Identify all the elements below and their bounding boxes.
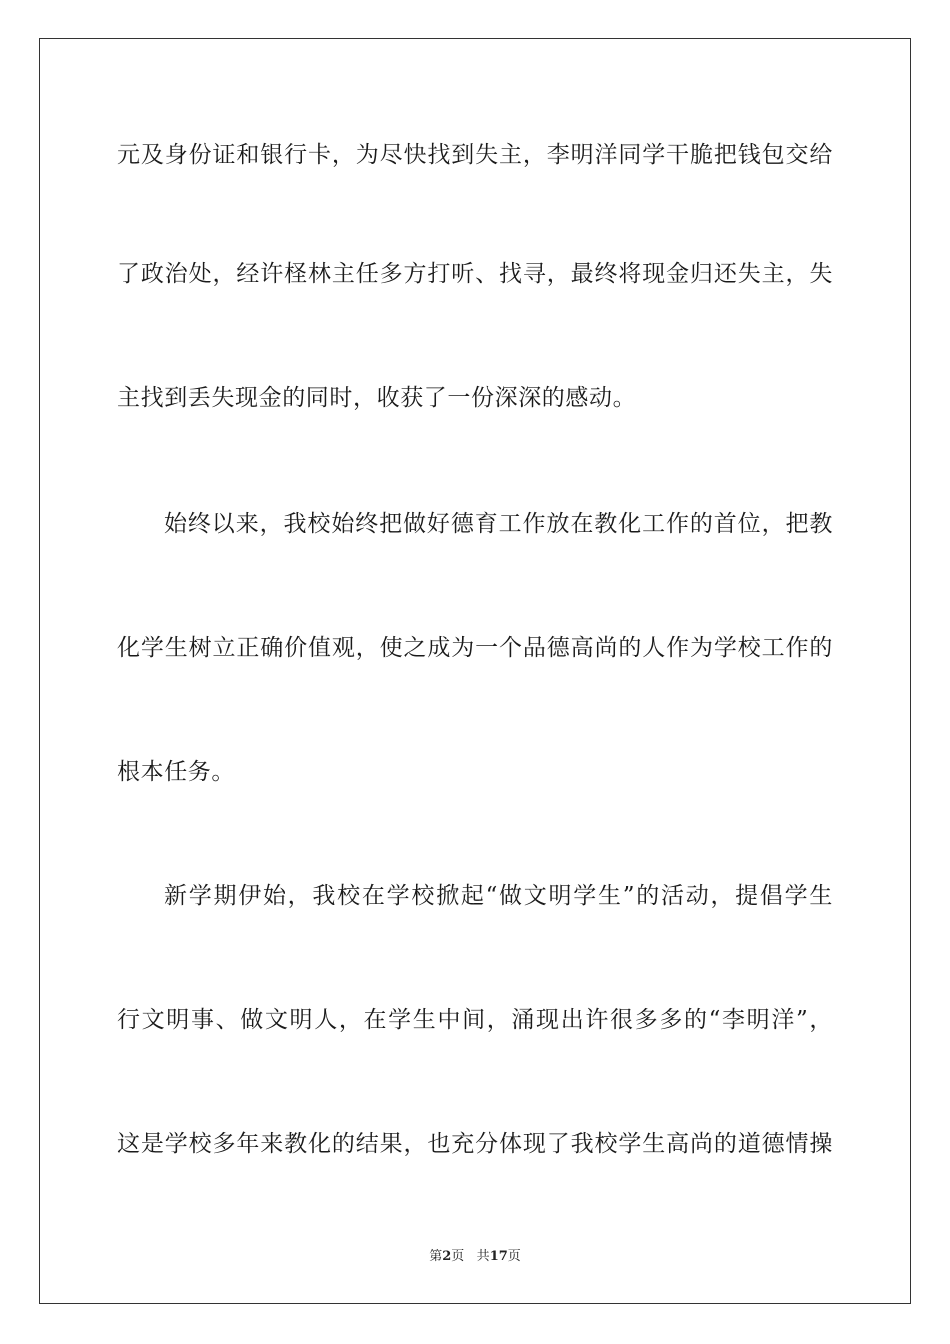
footer-total-suffix: 页 <box>507 1249 521 1264</box>
footer-page-suffix: 页 <box>451 1249 465 1264</box>
paragraph-line-6: 根本任务。 <box>117 759 235 785</box>
paragraph-line-9: 这是学校多年来教化的结果，也充分体现了我校学生高尚的道德情操 <box>117 1131 833 1157</box>
paragraph-line-5: 化学生树立正确价值观，使之成为一个品德高尚的人作为学校工作的 <box>117 635 833 661</box>
footer-total-prefix: 共 <box>476 1249 490 1264</box>
page-footer <box>0 1248 950 1266</box>
page-border <box>39 38 911 1304</box>
footer-page-number: 2 <box>442 1249 452 1264</box>
paragraph-line-4: 始终以来，我校始终把做好德育工作放在教化工作的首位，把教 <box>164 511 833 537</box>
footer-total-pages: 17 <box>489 1249 508 1264</box>
paragraph-line-8: 行文明事、做文明人，在学生中间，涌现出许很多多的“李明洋”， <box>117 1007 833 1033</box>
paragraph-line-2: 了政治处，经许柽林主任多方打听、找寻，最终将现金归还失主，失 <box>117 261 833 287</box>
paragraph-line-7: 新学期伊始，我校在学校掀起“做文明学生”的活动，提倡学生 <box>164 883 833 909</box>
footer-page-prefix: 第 <box>429 1249 443 1264</box>
paragraph-line-3: 主找到丢失现金的同时，收获了一份深深的感动。 <box>117 385 637 411</box>
paragraph-line-1: 元及身份证和银行卡，为尽快找到失主，李明洋同学干脆把钱包交给 <box>117 142 833 168</box>
